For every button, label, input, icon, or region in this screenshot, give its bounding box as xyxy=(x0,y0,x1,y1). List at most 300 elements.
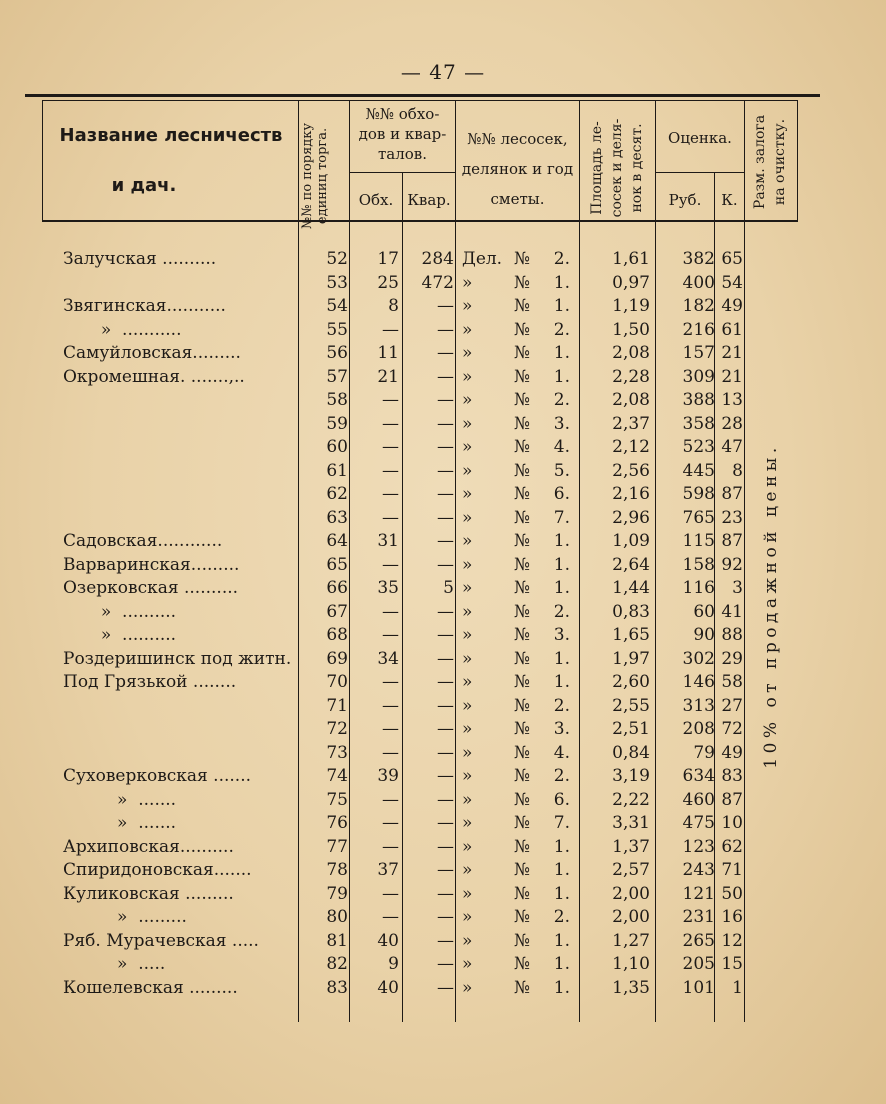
row-area: 2,08 xyxy=(612,390,650,410)
row-name: Роздеришинск под житн. xyxy=(63,648,292,669)
row-number-sign: № xyxy=(513,437,531,457)
row-number-sign: № xyxy=(513,531,531,551)
row-rubles: 243 xyxy=(682,860,715,880)
row-lesosek-prefix: » xyxy=(462,954,473,974)
row-obhod: 40 xyxy=(377,930,399,951)
table-row xyxy=(0,554,886,578)
row-lesosek-number: 1. xyxy=(553,366,570,387)
row-lesosek-prefix: » xyxy=(462,413,473,434)
row-kvartal: — xyxy=(437,719,454,739)
row-kvartal: — xyxy=(437,601,454,622)
header-name-line2: и дач. xyxy=(111,175,177,196)
row-obhod: 40 xyxy=(377,977,399,998)
row-rubles: 60 xyxy=(693,601,715,622)
row-area: 2,51 xyxy=(612,719,650,739)
row-kvartal: — xyxy=(437,836,454,857)
table-row xyxy=(0,836,886,860)
row-area: 2,37 xyxy=(612,413,650,434)
row-order-number: 69 xyxy=(326,648,348,669)
row-rubles: 90 xyxy=(693,625,715,645)
table-row xyxy=(0,883,886,907)
row-rubles: 116 xyxy=(682,578,715,598)
row-number-sign: № xyxy=(513,907,531,927)
table-row xyxy=(0,601,886,625)
row-lesosek-prefix: » xyxy=(462,860,473,880)
row-name: Звягинская........... xyxy=(63,296,226,316)
row-number-sign: № xyxy=(513,343,531,363)
row-kvartal: — xyxy=(437,907,454,927)
row-lesosek-prefix: » xyxy=(462,742,473,763)
row-obhod: 37 xyxy=(377,860,399,880)
row-kvartal: — xyxy=(437,883,454,904)
table-row xyxy=(0,695,886,719)
row-kopecks: 28 xyxy=(721,413,743,434)
row-order-number: 60 xyxy=(326,437,348,457)
row-name: » .......... xyxy=(63,625,177,645)
row-kopecks: 10 xyxy=(721,813,743,833)
row-area: 1,37 xyxy=(612,836,650,857)
table-row xyxy=(0,906,886,930)
row-name: Кошелевская ......... xyxy=(63,977,238,998)
row-lesosek-prefix: » xyxy=(462,578,473,598)
row-lesosek-prefix: » xyxy=(462,930,473,951)
header-zalog-column: Разм. залога на очистку. xyxy=(752,114,788,210)
row-area: 1,35 xyxy=(612,977,650,998)
row-order-number: 54 xyxy=(326,296,348,316)
row-number-sign: № xyxy=(513,977,531,998)
row-lesosek-prefix: » xyxy=(462,507,473,528)
row-kvartal: — xyxy=(437,860,454,880)
row-lesosek-number: 7. xyxy=(553,813,570,833)
row-area: 2,16 xyxy=(612,484,650,504)
row-order-number: 59 xyxy=(326,413,348,434)
row-area: 1,50 xyxy=(612,319,650,340)
row-obhod: 21 xyxy=(377,366,399,387)
row-number-sign: № xyxy=(513,390,531,410)
header-obhody: №№ обхо- дов и квар- талов. xyxy=(358,105,447,163)
table-row xyxy=(0,295,886,319)
row-order-number: 75 xyxy=(326,789,348,810)
row-obhod: — xyxy=(382,601,399,622)
row-name: Архиповская.......... xyxy=(63,836,234,857)
row-kvartal: — xyxy=(437,625,454,645)
table-row xyxy=(0,648,886,672)
row-lesosek-prefix: » xyxy=(462,554,473,575)
row-area: 2,56 xyxy=(612,460,650,481)
row-order-number: 63 xyxy=(326,507,348,528)
table-row xyxy=(0,718,886,742)
row-kopecks: 12 xyxy=(721,930,743,951)
row-order-number: 57 xyxy=(326,366,348,387)
row-lesosek-prefix: » xyxy=(462,907,473,927)
row-obhod: 39 xyxy=(377,766,399,786)
row-order-number: 66 xyxy=(326,578,348,598)
row-order-number: 65 xyxy=(326,554,348,575)
row-number-sign: № xyxy=(513,672,531,692)
row-lesosek-prefix: » xyxy=(462,319,473,340)
row-number-sign: № xyxy=(513,507,531,528)
row-obhod: — xyxy=(382,390,399,410)
row-number-sign: № xyxy=(513,484,531,504)
row-name: » ....... xyxy=(63,813,177,833)
row-name: Суховерковская ....... xyxy=(63,766,252,786)
row-obhod: — xyxy=(382,413,399,434)
row-rubles: 205 xyxy=(682,954,715,974)
row-lesosek-prefix: » xyxy=(462,695,473,716)
row-name: Спиридоновская....... xyxy=(63,860,252,880)
row-number-sign: № xyxy=(513,296,531,316)
row-kvartal: — xyxy=(437,742,454,763)
row-name: Варваринская......... xyxy=(63,554,240,575)
table-row xyxy=(0,859,886,883)
row-lesosek-prefix: Дел. xyxy=(462,249,503,269)
row-area: 2,96 xyxy=(612,507,650,528)
row-area: 1,09 xyxy=(612,531,650,551)
row-kvartal: — xyxy=(437,484,454,504)
row-kopecks: 16 xyxy=(721,907,743,927)
row-kvartal: — xyxy=(437,766,454,786)
row-order-number: 52 xyxy=(326,249,348,269)
row-kopecks: 8 xyxy=(732,460,743,481)
table-row xyxy=(0,483,886,507)
row-lesosek-number: 1. xyxy=(553,672,570,692)
row-kvartal: 284 xyxy=(421,249,454,269)
row-name: » .......... xyxy=(63,601,177,622)
row-lesosek-prefix: » xyxy=(462,437,473,457)
row-area: 0,97 xyxy=(612,272,650,293)
row-kvartal: — xyxy=(437,343,454,363)
row-number-sign: № xyxy=(513,930,531,951)
row-obhod: — xyxy=(382,460,399,481)
row-number-sign: № xyxy=(513,695,531,716)
row-lesosek-number: 1. xyxy=(553,954,570,974)
row-kopecks: 87 xyxy=(721,789,743,810)
header-order-column: №№ по порядку единиц торга. xyxy=(300,122,330,230)
row-kopecks: 41 xyxy=(721,601,743,622)
table-left-border xyxy=(42,100,43,222)
top-thin-rule xyxy=(42,100,797,101)
header-lesosek: №№ лесосек, делянок и год сметы. xyxy=(461,130,574,208)
row-lesosek-number: 1. xyxy=(553,343,570,363)
row-rubles: 208 xyxy=(682,719,715,739)
row-lesosek-prefix: » xyxy=(462,460,473,481)
row-rubles: 598 xyxy=(682,484,715,504)
row-obhod: — xyxy=(382,625,399,645)
row-kopecks: 62 xyxy=(721,836,743,857)
table-row xyxy=(0,248,886,272)
row-rubles: 115 xyxy=(682,531,715,551)
row-kvartal: — xyxy=(437,813,454,833)
row-order-number: 64 xyxy=(326,531,348,551)
row-area: 2,00 xyxy=(612,907,650,927)
table-row xyxy=(0,366,886,390)
row-order-number: 53 xyxy=(326,272,348,293)
row-rubles: 313 xyxy=(682,695,715,716)
row-lesosek-number: 7. xyxy=(553,507,570,528)
table-row xyxy=(0,272,886,296)
row-kvartal: — xyxy=(437,296,454,316)
row-kvartal: — xyxy=(437,390,454,410)
row-kopecks: 65 xyxy=(721,249,743,269)
table-row xyxy=(0,436,886,460)
table-row xyxy=(0,812,886,836)
row-lesosek-number: 3. xyxy=(553,413,570,434)
row-number-sign: № xyxy=(513,554,531,575)
row-kvartal: — xyxy=(437,507,454,528)
row-lesosek-number: 1. xyxy=(553,930,570,951)
row-lesosek-prefix: » xyxy=(462,977,473,998)
row-name: » ......... xyxy=(63,907,187,927)
row-kvartal: — xyxy=(437,554,454,575)
row-number-sign: № xyxy=(513,578,531,598)
table-row xyxy=(0,577,886,601)
row-area: 2,12 xyxy=(612,437,650,457)
row-number-sign: № xyxy=(513,789,531,810)
row-obhod: 34 xyxy=(377,648,399,669)
row-kvartal: — xyxy=(437,695,454,716)
row-lesosek-number: 1. xyxy=(553,648,570,669)
row-kopecks: 71 xyxy=(721,860,743,880)
row-lesosek-prefix: » xyxy=(462,789,473,810)
table-row xyxy=(0,953,886,977)
row-area: 1,65 xyxy=(612,625,650,645)
row-kopecks: 88 xyxy=(721,625,743,645)
row-rubles: 460 xyxy=(682,789,715,810)
row-area: 2,57 xyxy=(612,860,650,880)
row-kvartal: — xyxy=(437,531,454,551)
header-area-column: Площадь ле- сосек и деля- нок в десят. xyxy=(589,118,645,218)
row-rubles: 358 xyxy=(682,413,715,434)
top-double-rule xyxy=(25,94,820,97)
table-row xyxy=(0,930,886,954)
row-obhod: 9 xyxy=(388,954,399,974)
row-area: 1,27 xyxy=(612,930,650,951)
header-bottom-rule xyxy=(42,220,797,222)
row-order-number: 72 xyxy=(326,719,348,739)
row-lesosek-number: 6. xyxy=(553,484,570,504)
row-number-sign: № xyxy=(513,272,531,293)
row-lesosek-number: 6. xyxy=(553,789,570,810)
row-obhod: — xyxy=(382,319,399,340)
row-rubles: 302 xyxy=(682,648,715,669)
row-kopecks: 1 xyxy=(732,977,743,998)
row-lesosek-prefix: » xyxy=(462,366,473,387)
row-area: 3,31 xyxy=(612,813,650,833)
row-kvartal: — xyxy=(437,460,454,481)
ocenka-sub-rule xyxy=(656,172,744,173)
table-row xyxy=(0,342,886,366)
row-kopecks: 27 xyxy=(721,695,743,716)
row-name: » ........... xyxy=(63,319,182,340)
row-obhod: 31 xyxy=(377,531,399,551)
row-lesosek-number: 4. xyxy=(553,742,570,763)
row-rubles: 121 xyxy=(682,883,715,904)
row-name: Залучская .......... xyxy=(63,249,217,269)
table-row xyxy=(0,319,886,343)
row-kopecks: 87 xyxy=(721,531,743,551)
table-row xyxy=(0,977,886,1001)
row-order-number: 73 xyxy=(326,742,348,763)
row-obhod: — xyxy=(382,836,399,857)
table-row xyxy=(0,389,886,413)
row-lesosek-prefix: » xyxy=(462,813,473,833)
row-lesosek-prefix: » xyxy=(462,343,473,363)
row-rubles: 231 xyxy=(682,907,715,927)
row-kopecks: 87 xyxy=(721,484,743,504)
row-number-sign: № xyxy=(513,766,531,786)
row-number-sign: № xyxy=(513,413,531,434)
row-rubles: 445 xyxy=(682,460,715,481)
row-rubles: 101 xyxy=(682,977,715,998)
row-kopecks: 92 xyxy=(721,554,743,575)
row-rubles: 382 xyxy=(682,249,715,269)
table-row xyxy=(0,742,886,766)
row-rubles: 265 xyxy=(682,930,715,951)
row-lesosek-number: 1. xyxy=(553,860,570,880)
row-number-sign: № xyxy=(513,601,531,622)
row-kopecks: 21 xyxy=(721,366,743,387)
row-name: Под Грязькой ........ xyxy=(63,672,237,692)
row-kopecks: 15 xyxy=(721,954,743,974)
row-obhod: — xyxy=(382,437,399,457)
row-order-number: 80 xyxy=(326,907,348,927)
row-lesosek-number: 2. xyxy=(553,390,570,410)
row-lesosek-prefix: » xyxy=(462,531,473,551)
row-number-sign: № xyxy=(513,648,531,669)
row-obhod: — xyxy=(382,484,399,504)
table-row xyxy=(0,765,886,789)
row-lesosek-number: 4. xyxy=(553,437,570,457)
row-order-number: 62 xyxy=(326,484,348,504)
row-number-sign: № xyxy=(513,625,531,645)
row-name: Окромешная. .......,.. xyxy=(63,366,245,387)
row-order-number: 56 xyxy=(326,343,348,363)
row-kopecks: 47 xyxy=(721,437,743,457)
row-area: 3,19 xyxy=(612,766,650,786)
row-order-number: 58 xyxy=(326,390,348,410)
row-kopecks: 50 xyxy=(721,883,743,904)
header-rub-sub: Руб. xyxy=(668,191,702,209)
row-area: 2,00 xyxy=(612,883,650,904)
row-kvartal: — xyxy=(437,672,454,692)
row-lesosek-number: 1. xyxy=(553,578,570,598)
row-order-number: 70 xyxy=(326,672,348,692)
header-kvar-sub: Квар. xyxy=(407,191,451,209)
row-order-number: 71 xyxy=(326,695,348,716)
row-lesosek-number: 3. xyxy=(553,625,570,645)
row-lesosek-number: 2. xyxy=(553,319,570,340)
row-area: 1,44 xyxy=(612,578,650,598)
row-lesosek-number: 5. xyxy=(553,460,570,481)
table-row xyxy=(0,507,886,531)
row-area: 2,60 xyxy=(612,672,650,692)
row-lesosek-prefix: » xyxy=(462,272,473,293)
row-rubles: 146 xyxy=(682,672,715,692)
row-area: 0,83 xyxy=(612,601,650,622)
row-kopecks: 3 xyxy=(732,578,743,598)
row-obhod: — xyxy=(382,789,399,810)
row-order-number: 79 xyxy=(326,883,348,904)
row-lesosek-number: 1. xyxy=(553,272,570,293)
table-row xyxy=(0,789,886,813)
row-lesosek-number: 1. xyxy=(553,531,570,551)
row-lesosek-number: 1. xyxy=(553,296,570,316)
row-area: 2,55 xyxy=(612,695,650,716)
row-name: Ряб. Мурачевская ..... xyxy=(63,930,259,951)
row-kvartal: — xyxy=(437,648,454,669)
row-kvartal: 5 xyxy=(443,578,454,598)
row-area: 2,64 xyxy=(612,554,650,575)
row-lesosek-prefix: » xyxy=(462,883,473,904)
row-lesosek-number: 1. xyxy=(553,554,570,575)
row-rubles: 79 xyxy=(693,742,715,763)
row-order-number: 81 xyxy=(326,930,348,951)
row-lesosek-prefix: » xyxy=(462,484,473,504)
header-obh-sub: Обх. xyxy=(358,191,394,209)
row-kopecks: 49 xyxy=(721,742,743,763)
row-order-number: 83 xyxy=(326,977,348,998)
row-rubles: 523 xyxy=(682,437,715,457)
table-row xyxy=(0,413,886,437)
row-area: 1,97 xyxy=(612,648,650,669)
row-order-number: 74 xyxy=(326,766,348,786)
table-right-border xyxy=(797,100,798,222)
row-rubles: 475 xyxy=(682,813,715,833)
page-number: — 47 — xyxy=(400,60,486,84)
row-area: 2,08 xyxy=(612,343,650,363)
zalog-side-note: 10% от продажной цены. xyxy=(761,443,781,769)
row-obhod: — xyxy=(382,554,399,575)
row-kvartal: — xyxy=(437,437,454,457)
row-order-number: 77 xyxy=(326,836,348,857)
row-kvartal: — xyxy=(437,319,454,340)
row-order-number: 82 xyxy=(326,954,348,974)
row-obhod: — xyxy=(382,907,399,927)
row-name: Садовская............ xyxy=(63,531,223,551)
row-rubles: 400 xyxy=(682,272,715,293)
row-area: 1,61 xyxy=(612,249,650,269)
header-ocenka: Оценка. xyxy=(668,129,732,147)
row-obhod: — xyxy=(382,507,399,528)
row-obhod: 8 xyxy=(388,296,399,316)
row-kopecks: 72 xyxy=(721,719,743,739)
row-lesosek-prefix: » xyxy=(462,390,473,410)
row-number-sign: № xyxy=(513,954,531,974)
row-lesosek-number: 3. xyxy=(553,719,570,739)
row-rubles: 765 xyxy=(682,507,715,528)
row-area: 2,28 xyxy=(612,366,650,387)
row-lesosek-prefix: » xyxy=(462,625,473,645)
row-kopecks: 61 xyxy=(721,319,743,340)
row-kvartal: 472 xyxy=(421,272,454,293)
row-kopecks: 13 xyxy=(721,390,743,410)
row-rubles: 216 xyxy=(682,319,715,340)
row-number-sign: № xyxy=(513,249,531,269)
row-order-number: 55 xyxy=(326,319,348,340)
header-name-line1: Название лесничеств xyxy=(59,125,283,146)
row-name: Самуйловская......... xyxy=(63,343,241,363)
row-name: » ....... xyxy=(63,789,177,810)
row-rubles: 634 xyxy=(682,766,715,786)
row-rubles: 158 xyxy=(682,554,715,575)
row-obhod: — xyxy=(382,695,399,716)
row-kvartal: — xyxy=(437,954,454,974)
row-obhod: — xyxy=(382,883,399,904)
row-area: 1,19 xyxy=(612,296,650,316)
row-lesosek-prefix: » xyxy=(462,296,473,316)
row-lesosek-number: 1. xyxy=(553,836,570,857)
row-obhod: 11 xyxy=(377,343,399,363)
